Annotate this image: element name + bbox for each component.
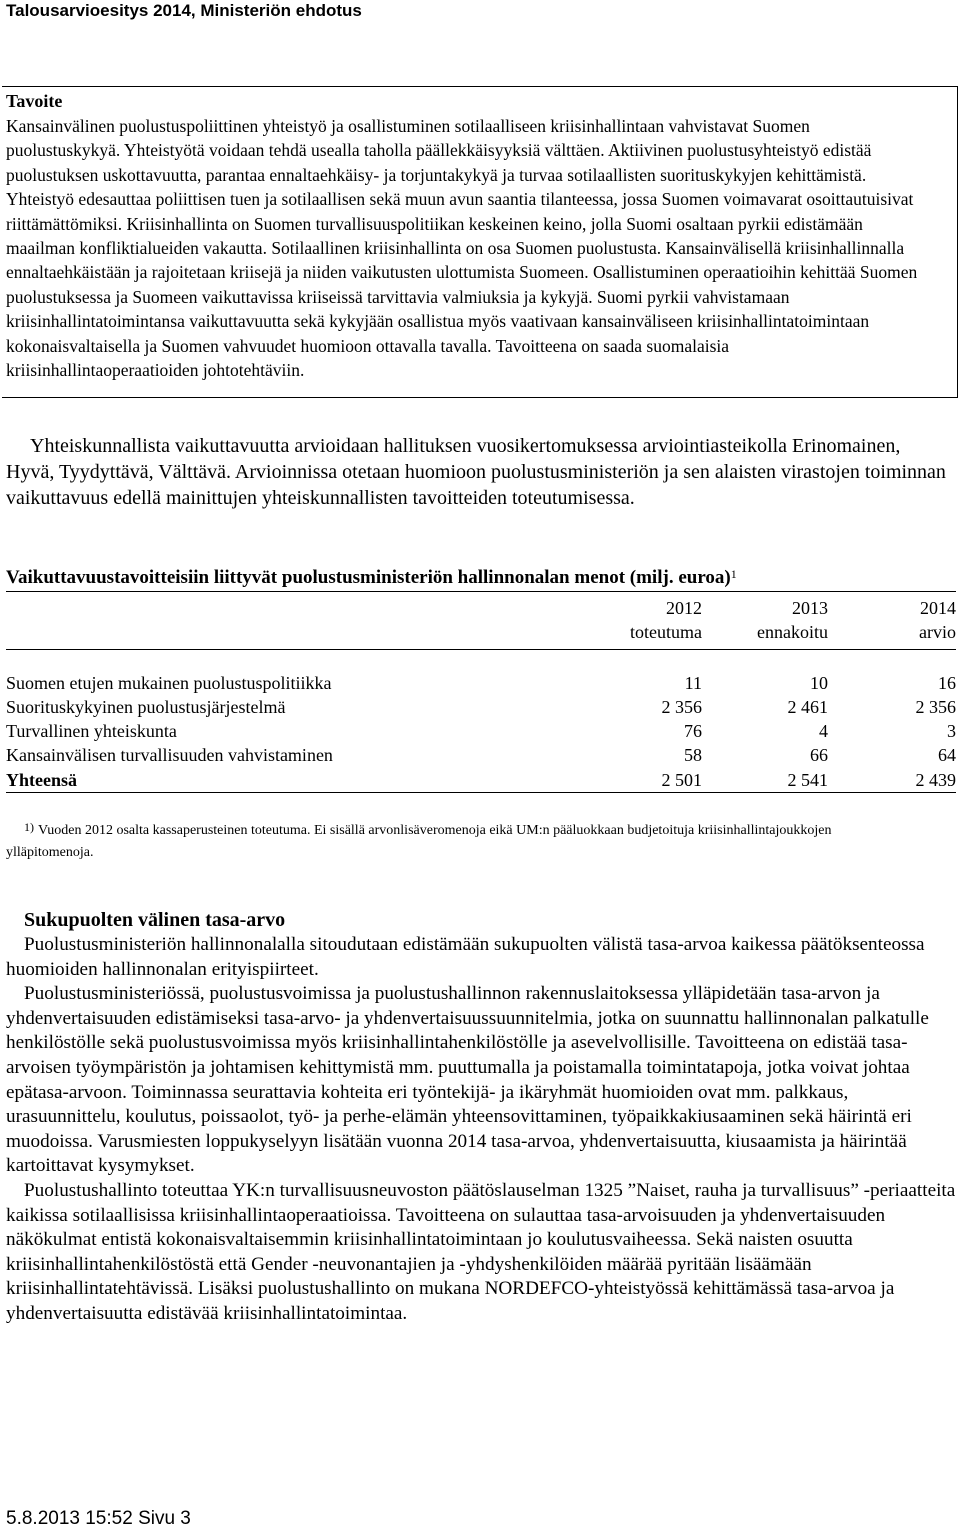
cell-2013: 66 xyxy=(810,745,828,765)
table-row xyxy=(6,743,956,767)
column-year: 2012 xyxy=(666,598,702,618)
table-title-footnote-mark: 1 xyxy=(730,567,737,581)
cell-2014: 64 xyxy=(938,745,956,765)
cell-2014: 16 xyxy=(938,673,956,693)
table-header-rule xyxy=(6,649,956,650)
column-year: 2013 xyxy=(792,598,828,618)
cell-2014: 3 xyxy=(947,721,956,741)
total-label: Yhteensä xyxy=(6,770,77,790)
table-footnote xyxy=(6,820,906,864)
table-total-row xyxy=(6,768,956,793)
cell-2012: 2 356 xyxy=(661,697,702,717)
total-2012: 2 501 xyxy=(661,770,702,790)
column-label: toteutuma xyxy=(630,622,702,642)
section-body xyxy=(6,933,956,1327)
document-header: Talousarvioesitys 2014, Ministeriön ehdotus xyxy=(6,1,362,20)
cell-2013: 4 xyxy=(819,721,828,741)
column-header-2014 xyxy=(816,596,956,644)
footnote-text: Vuoden 2012 osalta kassaperusteinen toteutuma. Ei sisällä arvonlisäveromenoja eikä UM:n pääluokkaan budjetoituja kriisinhallintajoukkojen ylläpitomenoja. xyxy=(6,823,832,860)
column-label: arvio xyxy=(919,622,956,642)
section-paragraph: Puolustusministeriössä, puolustusvoimissa ja puolustushallinnon rakennuslaitoksessa ylläpidetään tasa-arvon ja yhdenvertaisuuden edistämiseksi tasa-arvo- ja yhdenvertaisuussuunnitelmia, jotka on suunnattu hallinnonalan palkatulle henkilöstölle sekä puolustusvoimissa myös kriisinhallintahenkilöstölle ja asevelvollisille. Tavoitteena on edistää tasa-arvoisen työympäristön ja johtamisen kehittymistä mm. puuttumalla ja poistamalla toimintatapoja, jotka voivat johtaa epätasa-arvoon. Toiminnassa seurattavia kohteita eri työntekijä- ja ikäryhmät huomioiden ovat mm. palkkaus, urasuunnittelu, koulutus, poissaolot, työ- ja perhe-elämän yhteensovittaminen, työpaikkakiusaaminen sekä häirintä eri muodoissa. Varusmiesten loppukyselyyn lisätään vuonna 2014 tasa-arvoa, yhdenvertaisuutta, kiusaamista ja häirintää kartoittavat kysymykset. xyxy=(6,983,929,1177)
table-title xyxy=(6,566,956,592)
page-footer: 5.8.2013 15:52 Sivu 3 xyxy=(6,1508,191,1529)
footnote-mark: 1) xyxy=(24,820,34,834)
table-row xyxy=(6,695,956,719)
table-row xyxy=(6,671,956,695)
section-paragraph: Puolustusministeriön hallinnonalalla sitoudutaan edistämään sukupuolten välistä tasa-arvoa kaikessa päätöksenteossa huomioiden hallinnonalan erityispiirteet. xyxy=(6,934,925,980)
total-2014: 2 439 xyxy=(915,770,956,790)
assessment-paragraph: Yhteiskunnallista vaikuttavuutta arvioidaan hallituksen vuosikertomuksessa arviointiasteikolla Erinomainen, Hyvä, Tyydyttävä, Välttävä. Arvioinnissa otetaan huomioon puolustusministeriön ja sen alaisten virastojen toiminnan vaikuttavuus edellä mainittujen yhteiskunnallisten tavoitteiden toteutumisessa. xyxy=(6,435,946,509)
table-row xyxy=(6,719,956,743)
cell-2014: 2 356 xyxy=(915,697,956,717)
table-title-text: Vaikuttavuustavoitteisiin liittyvät puolustusministeriön hallinnonalan menot (milj. euroa) xyxy=(6,567,731,588)
cell-2012: 76 xyxy=(684,721,702,741)
row-label: Suomen etujen mukainen puolustuspolitiikka xyxy=(6,673,332,693)
total-2013: 2 541 xyxy=(787,770,828,790)
row-label: Turvallinen yhteiskunta xyxy=(6,721,177,741)
column-header-2012 xyxy=(562,596,702,644)
goal-box-text: Kansainvälinen puolustuspoliittinen yhteistyö ja osallistuminen sotilaalliseen kriisinhallintaan vahvistavat Suomen puolustuskykyä. Yhteistyötä voidaan tehdä usealla taholla päällekkäisyyksiä välttäen. Aktiivinen puolustusyhteistyö edistää puolustuksen uskottavuutta, parantaa ennaltaehkäisy- ja torjuntakykyä ja turvaa sotilaallisten suorituskykyjen kehittämistä. Yhteistyö edesauttaa poliittisen tuen ja sotilaallisen sekä muun avun saantia tilanteessa, jossa Suomen voimavarat osoittautuisivat riittämättömiksi. Kriisinhallinta on Suomen turvallisuuspolitiikan keskeinen keino, jolla Suomi osaltaan pyrkii edistämään maailman konfliktialueiden vakautta. Sotilaallinen kriisinhallinta on osa Suomen puolustusta. Kansainvälisellä kriisinhallinnalla ennaltaehkäistään ja rajoitetaan kriisejä ja niiden vaikutusten ulottumista Suomeen. Osallistuminen operaatioihin kehittää Suomen puolustuksessa ja Suomeen vaikuttavissa kriiseissä tarvittavia valmiuksia ja kykyjä. Suomi pyrkii vahvistamaan kriisinhallintatoimintansa vaikuttavuutta sekä kykyjään osallistua myös vaativaan kansainväliseen kriisinhallintatoimintaan kokonaisvaltaisella ja Suomen vahvuudet huomioon ottavalla tavalla. Tavoitteena on saada suomalaisia kriisinhallintaoperaatioiden johtotehtäviin. xyxy=(6,116,918,381)
goal-box-title: Tavoite xyxy=(6,91,63,111)
cell-2013: 10 xyxy=(810,673,828,693)
cell-2013: 2 461 xyxy=(787,697,828,717)
cell-2012: 11 xyxy=(684,673,702,693)
row-label: Suorituskykyinen puolustusjärjestelmä xyxy=(6,697,286,717)
section-paragraph: Puolustushallinto toteuttaa YK:n turvallisuusneuvoston päätöslauselman 1325 ”Naiset, rauha ja turvallisuus” -periaatteita kaikissa sotilaallisissa kriisinhallintaoperaatioissa. Tavoitteena on sulauttaa tasa-arvoisuuden ja yhdenvertaisuuden näkökulmat entistä kokonaisvaltaisemmin kriisinhallintatoimintaan jo koulutusvaiheessa. Sekä naisten osuutta kriisinhallintahenkilöstöstä että Gender -neuvonantajien ja -yhdyshenkilöiden määrää pyritään lisäämään kriisinhallintatehtävissä. Lisäksi puolustushallinto on mukana NORDEFCO-yhteistyössä kehittämässä tasa-arvoa ja yhdenvertaisuutta edistävää kriisinhallintatoimintaa. xyxy=(6,1179,956,1324)
cell-2012: 58 xyxy=(684,745,702,765)
column-label: ennakoitu xyxy=(757,622,828,642)
column-year: 2014 xyxy=(920,598,956,618)
row-label: Kansainvälisen turvallisuuden vahvistaminen xyxy=(6,745,333,765)
section-title: Sukupuolten välinen tasa-arvo xyxy=(24,909,286,931)
column-header-2013 xyxy=(688,596,828,644)
